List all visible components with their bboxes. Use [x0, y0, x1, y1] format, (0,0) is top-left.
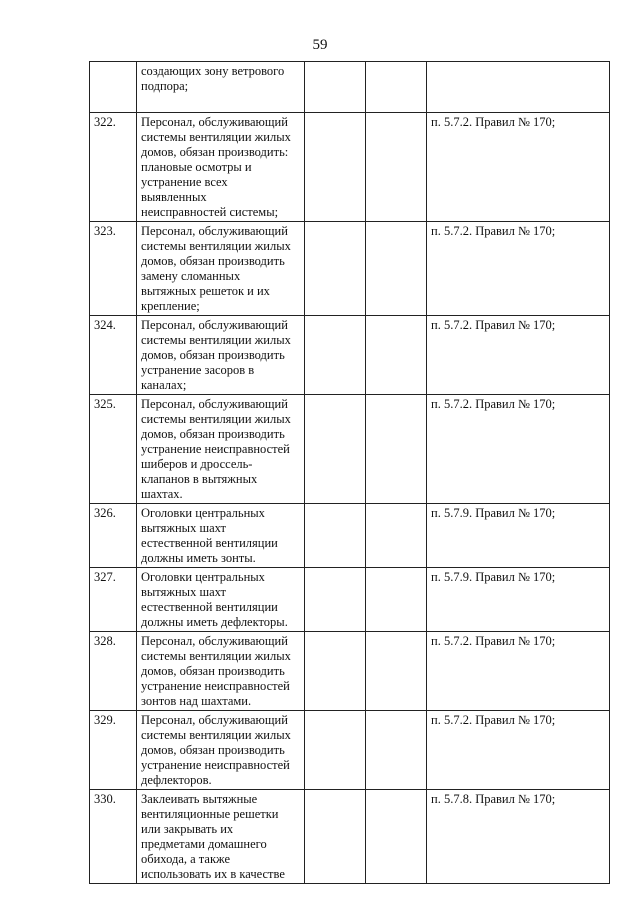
empty-cell	[366, 62, 427, 113]
requirements-table	[89, 61, 610, 884]
row-number-cell: 326.	[90, 504, 137, 568]
page-number: 59	[312, 37, 328, 53]
empty-cell	[305, 395, 366, 504]
empty-cell	[305, 316, 366, 395]
empty-cell	[366, 711, 427, 790]
reference-cell	[427, 62, 610, 113]
requirement-text: Персонал, обслуживающий системы вентиляции жилых домов, обязан производить устранение засоров в каналах;	[141, 318, 291, 392]
table-row	[90, 632, 610, 711]
requirement-text-cell	[137, 632, 305, 711]
requirement-text-cell	[137, 395, 305, 504]
reference-cell: п. 5.7.2. Правил № 170;	[427, 222, 610, 316]
requirement-text: Оголовки центральных вытяжных шахт естественной вентиляции должны иметь зонты.	[141, 506, 278, 565]
reference-cell: п. 5.7.9. Правил № 170;	[427, 568, 610, 632]
row-number-cell: 322.	[90, 113, 137, 222]
empty-cell	[366, 790, 427, 884]
table-row	[90, 395, 610, 504]
requirement-text-cell	[137, 222, 305, 316]
requirement-text-cell	[137, 316, 305, 395]
row-number-cell: 329.	[90, 711, 137, 790]
reference-cell: п. 5.7.9. Правил № 170;	[427, 504, 610, 568]
empty-cell	[366, 504, 427, 568]
requirement-text-cell	[137, 790, 305, 884]
reference-cell: п. 5.7.2. Правил № 170;	[427, 632, 610, 711]
row-number-cell	[90, 62, 137, 113]
requirement-text: Персонал, обслуживающий системы вентиляции жилых домов, обязан производить замену сломанных вытяжных решеток и их крепление;	[141, 224, 291, 313]
requirement-text: Персонал, обслуживающий системы вентиляции жилых домов, обязан производить устранение неисправностей шиберов и дроссель- клапанов в вытяжных шахтах.	[141, 397, 291, 501]
empty-cell	[366, 395, 427, 504]
empty-cell	[305, 62, 366, 113]
requirement-text: Персонал, обслуживающий системы вентиляции жилых домов, обязан производить устранение неисправностей дефлекторов.	[141, 713, 291, 787]
reference-cell: п. 5.7.2. Правил № 170;	[427, 711, 610, 790]
reference-cell: п. 5.7.8. Правил № 170;	[427, 790, 610, 884]
reference-cell: п. 5.7.2. Правил № 170;	[427, 113, 610, 222]
empty-cell	[305, 632, 366, 711]
requirement-text: Персонал, обслуживающий системы вентиляции жилых домов, обязан производить устранение неисправностей зонтов над шахтами.	[141, 634, 291, 708]
empty-cell	[305, 790, 366, 884]
row-number-cell: 325.	[90, 395, 137, 504]
table-row	[90, 504, 610, 568]
row-number-cell: 328.	[90, 632, 137, 711]
empty-cell	[366, 113, 427, 222]
requirement-text-cell	[137, 711, 305, 790]
table-row	[90, 222, 610, 316]
empty-cell	[366, 632, 427, 711]
table-row	[90, 316, 610, 395]
requirement-text-cell	[137, 568, 305, 632]
table-row	[90, 113, 610, 222]
requirement-text-cell	[137, 62, 305, 113]
row-number-cell: 324.	[90, 316, 137, 395]
reference-cell: п. 5.7.2. Правил № 170;	[427, 395, 610, 504]
requirement-text-cell	[137, 504, 305, 568]
empty-cell	[305, 222, 366, 316]
empty-cell	[305, 504, 366, 568]
row-number-cell: 330.	[90, 790, 137, 884]
requirement-text-cell	[137, 113, 305, 222]
requirement-text: создающих зону ветрового подпора;	[141, 64, 285, 93]
table-row	[90, 790, 610, 884]
requirement-text: Оголовки центральных вытяжных шахт естественной вентиляции должны иметь дефлекторы.	[141, 570, 288, 629]
empty-cell	[366, 222, 427, 316]
requirement-text: Заклеивать вытяжные вентиляционные решетки или закрывать их предметами домашнего обихода, а также использовать их в качестве	[141, 792, 285, 881]
table-row	[90, 62, 610, 113]
empty-cell	[366, 316, 427, 395]
empty-cell	[305, 113, 366, 222]
empty-cell	[305, 711, 366, 790]
empty-cell	[305, 568, 366, 632]
reference-cell: п. 5.7.2. Правил № 170;	[427, 316, 610, 395]
table-row	[90, 711, 610, 790]
requirement-text: Персонал, обслуживающий системы вентиляции жилых домов, обязан производить: плановые осмотры и устранение всех выявленных неисправностей системы;	[141, 115, 291, 219]
table-row	[90, 568, 610, 632]
row-number-cell: 323.	[90, 222, 137, 316]
empty-cell	[366, 568, 427, 632]
row-number-cell: 327.	[90, 568, 137, 632]
